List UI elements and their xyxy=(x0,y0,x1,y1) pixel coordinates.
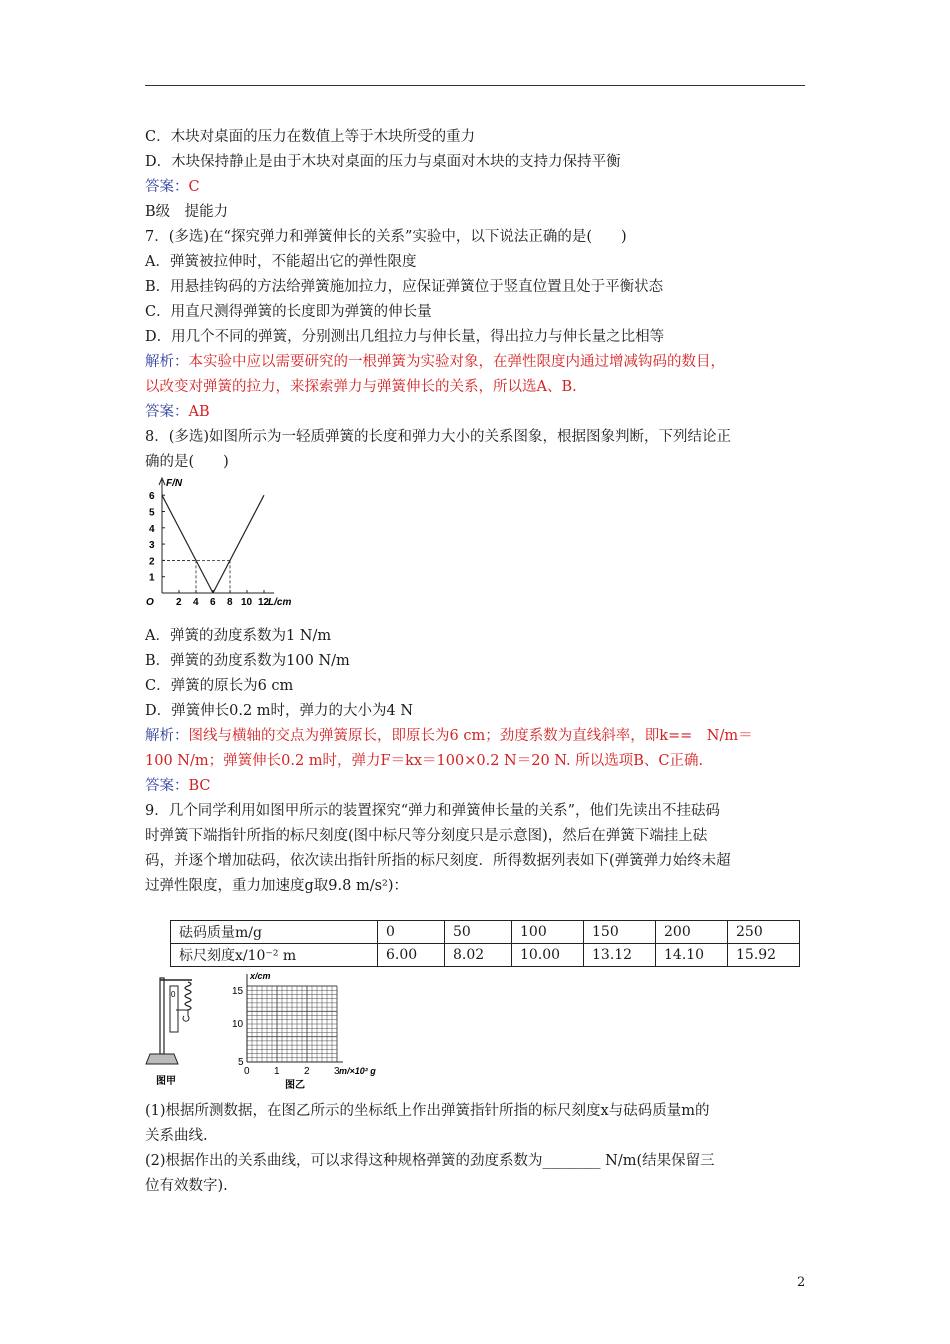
table-cell: 100 xyxy=(512,921,584,944)
question-9-cont3: 过弹性限度，重力加速度g取9.8 m/s²)： xyxy=(145,878,408,894)
analysis-text: 图线与横轴的交点为弹簧原长，即原长为6 cm；劲度系数为直线斜率，即k== N/m＝ xyxy=(188,728,753,744)
header-rule xyxy=(145,85,805,86)
option-d-q6: D．木块保持静止是由于木块对桌面的压力与桌面对木块的支持力保持平衡 xyxy=(145,154,621,170)
question-9-cont1: 时弹簧下端指针所指的标尺刻度(图中标尺等分刻度只是示意图)，然后在弹簧下端挂上砝 xyxy=(145,828,708,844)
y-tick-label: 3 xyxy=(149,540,155,552)
scale-zero-label: 0 xyxy=(171,990,176,999)
y-tick-label: 15 xyxy=(232,986,244,997)
table-cell: 200 xyxy=(656,921,728,944)
table-row xyxy=(171,944,800,967)
figure-a-label: 图甲 xyxy=(156,1076,176,1087)
x-axis-label: L/cm xyxy=(268,597,292,608)
figure-grid-paper xyxy=(225,970,376,1091)
subquestion-1-cont: 关系曲线. xyxy=(145,1128,208,1144)
analysis-label: 解析： xyxy=(145,354,189,370)
x-tick-label: 2 xyxy=(304,1066,310,1077)
table-cell: 10.00 xyxy=(512,944,584,967)
figure-apparatus xyxy=(140,972,220,1090)
table-cell: 0 xyxy=(378,921,445,944)
y-tick-label: 4 xyxy=(149,523,155,535)
x-tick-label: 8 xyxy=(227,597,233,608)
section-heading: B级 提能力 xyxy=(145,204,229,220)
table-cell: 13.12 xyxy=(584,944,656,967)
option-c-q6: C．木块对桌面的压力在数值上等于木块所受的重力 xyxy=(145,129,476,145)
analysis-label: 解析： xyxy=(145,728,189,744)
answer-value: AB xyxy=(188,404,210,420)
option-d-q7: D．用几个不同的弹簧，分别测出几组拉力与伸长量，得出拉力与伸长量之比相等 xyxy=(145,329,665,345)
answer-label: 答案： xyxy=(145,179,189,195)
answer-value: BC xyxy=(188,778,211,794)
table-cell: 14.10 xyxy=(656,944,728,967)
series-segment xyxy=(162,495,213,593)
answer-q7 xyxy=(145,402,210,422)
data-table xyxy=(170,920,800,967)
figure-b-label: 图乙 xyxy=(285,1080,305,1091)
option-b-q8: B．弹簧的劲度系数为100 N/m xyxy=(145,653,350,669)
y-tick-label: 2 xyxy=(149,556,155,568)
y-tick-label: 5 xyxy=(238,1057,244,1068)
y-tick-label: 10 xyxy=(232,1019,244,1030)
analysis-q7-cont: 以改变对弹簧的拉力，来探索弹力与弹簧伸长的关系，所以选A、B. xyxy=(145,379,577,395)
table-header-scale: 标尺刻度x/10⁻² m xyxy=(171,944,378,967)
y-tick-label: 1 xyxy=(149,572,155,584)
subquestion-2-cont: 位有效数字). xyxy=(145,1178,228,1194)
force-length-chart xyxy=(140,474,320,614)
option-d-q8: D．弹簧伸长0.2 m时，弹力的大小为4 N xyxy=(145,703,414,719)
origin-label: O xyxy=(146,597,154,608)
x-tick-label: 12 xyxy=(258,597,270,608)
page-number: 2 xyxy=(797,1275,806,1290)
spring-coil xyxy=(185,982,191,1010)
option-c-q7: C．用直尺测得弹簧的长度即为弹簧的伸长量 xyxy=(145,304,432,320)
analysis-q8 xyxy=(145,726,753,746)
analysis-text: 本实验中应以需要研究的一根弹簧为实验对象，在弹性限度内通过增减钩码的数目， xyxy=(188,354,725,370)
table-cell: 250 xyxy=(728,921,800,944)
answer-label: 答案： xyxy=(145,778,189,794)
hook xyxy=(183,1010,189,1021)
option-a-q8: A．弹簧的劲度系数为1 N/m xyxy=(145,628,332,644)
option-c-q8: C．弹簧的原长为6 cm xyxy=(145,678,294,694)
x-tick-label: 10 xyxy=(241,597,253,608)
table-cell: 8.02 xyxy=(445,944,512,967)
question-7: 7．(多选)在“探究弹力和弹簧伸长的关系”实验中，以下说法正确的是( ) xyxy=(145,229,627,245)
y-tick-label: 6 xyxy=(149,491,155,503)
x-tick-label: 2 xyxy=(176,597,182,608)
question-9: 9．几个同学利用如图甲所示的装置探究“弹力和弹簧伸长量的关系”，他们先读出不挂砝码 xyxy=(145,803,721,819)
subquestion-2: (2)根据作出的关系曲线，可以求得这种规格弹簧的劲度系数为________ N/m(结果保留三 xyxy=(145,1153,715,1169)
table-cell: 15.92 xyxy=(728,944,800,967)
table-cell: 50 xyxy=(445,921,512,944)
option-a-q7: A．弹簧被拉伸时，不能超出它的弹性限度 xyxy=(145,254,417,270)
series-segment xyxy=(213,495,264,593)
x-tick-label: 6 xyxy=(210,597,216,608)
x-tick-label: 1 xyxy=(274,1066,280,1077)
question-9-cont2: 码，并逐个增加砝码，依次读出指针所指的标尺刻度．所得数据列表如下(弹簧弹力始终未超 xyxy=(145,853,731,869)
analysis-q7 xyxy=(145,352,725,372)
table-cell: 150 xyxy=(584,921,656,944)
answer-value: C xyxy=(188,179,200,195)
option-b-q7: B．用悬挂钩码的方法给弹簧施加拉力，应保证弹簧位于竖直位置且处于平衡状态 xyxy=(145,279,664,295)
stand-pole xyxy=(160,978,164,1054)
table-cell: 6.00 xyxy=(378,944,445,967)
stand-base xyxy=(146,1054,178,1064)
table-row xyxy=(171,921,800,944)
answer-label: 答案： xyxy=(145,404,189,420)
answer-q6 xyxy=(145,177,200,197)
answer-q8 xyxy=(145,776,211,796)
table-header-mass: 砝码质量m/g xyxy=(171,921,378,944)
question-8-cont: 确的是( ) xyxy=(145,454,229,470)
question-8: 8．(多选)如图所示为一轻质弹簧的长度和弹力大小的关系图象，根据图象判断，下列结论正 xyxy=(145,429,732,445)
x-tick-label: 3 xyxy=(334,1066,340,1077)
subquestion-1: (1)根据所测数据，在图乙所示的坐标纸上作出弹簧指针所指的标尺刻度x与砝码质量m的 xyxy=(145,1103,710,1119)
y-tick-label: 5 xyxy=(149,507,155,519)
y-axis-label: x/cm xyxy=(250,971,271,981)
x-tick-label: 0 xyxy=(244,1066,250,1077)
analysis-q8-cont: 100 N/m；弹簧伸长0.2 m时，弹力F＝kx＝100×0.2 N＝20 N. 所以选项B、C正确. xyxy=(145,753,704,769)
y-axis-label: F/N xyxy=(166,478,183,489)
x-axis-label: m/×10² g xyxy=(339,1066,376,1076)
x-tick-label: 4 xyxy=(193,597,199,608)
